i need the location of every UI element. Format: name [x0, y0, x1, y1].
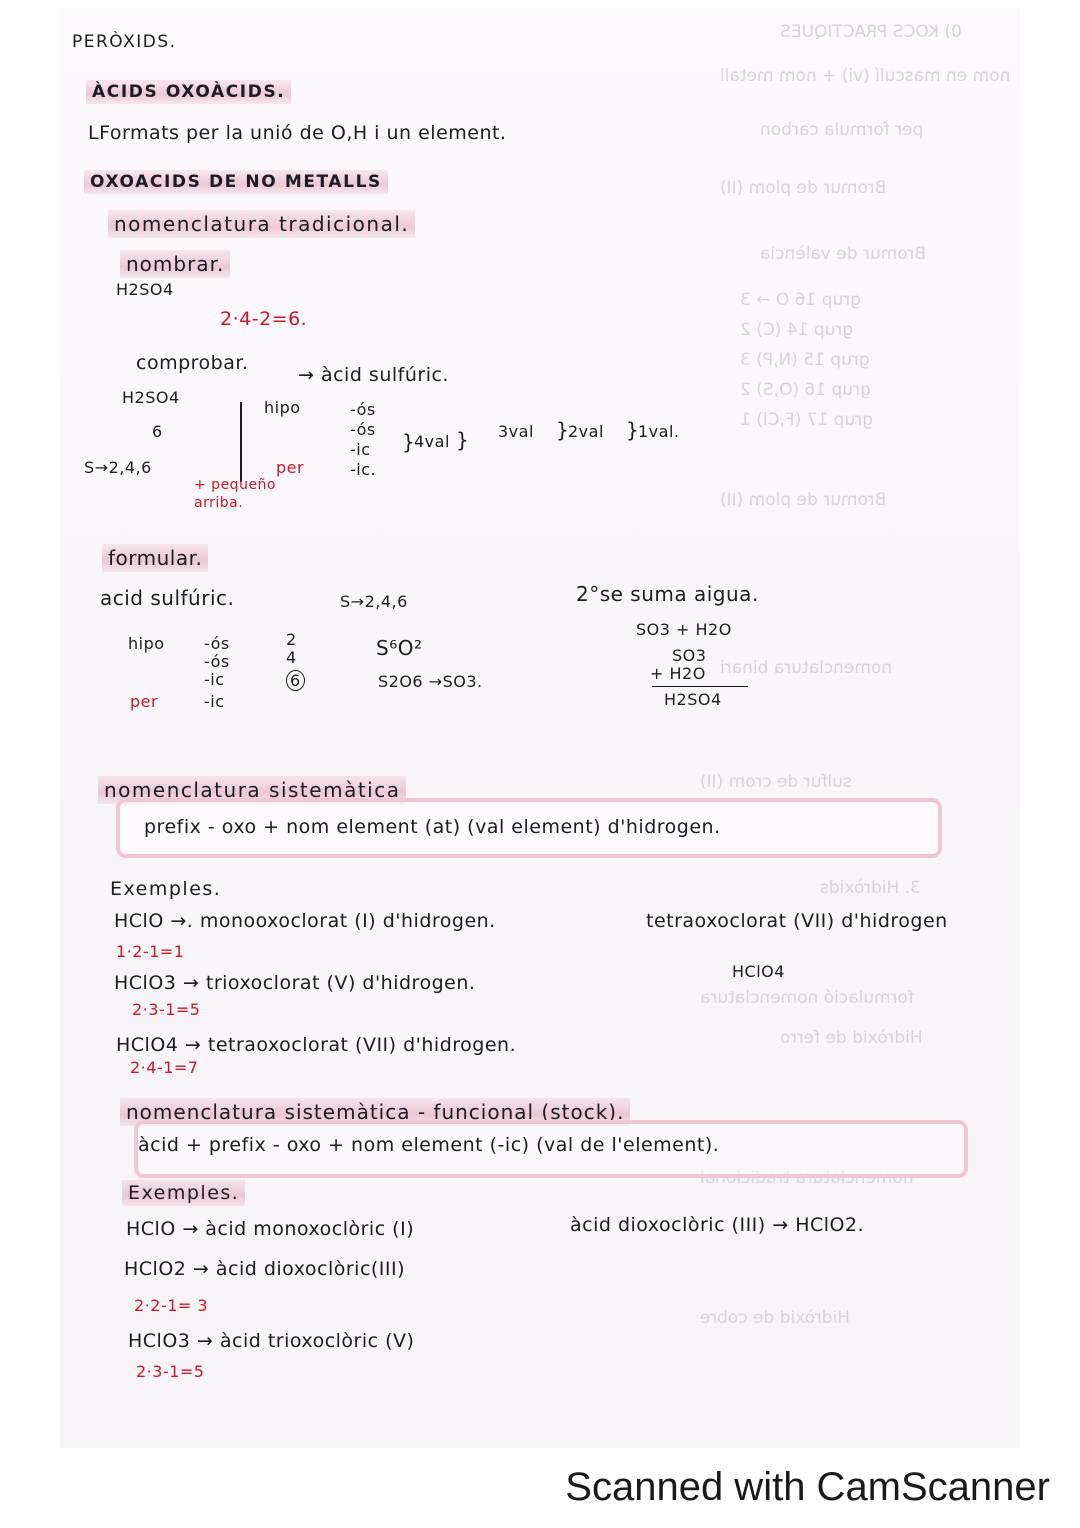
brace-glyph: }	[402, 430, 416, 454]
so3-line: SO3	[672, 646, 707, 665]
brace-glyph: }	[456, 428, 470, 452]
suffix-ic-1: -ic	[350, 440, 371, 459]
h2o-line: + H2O	[650, 664, 706, 683]
label-formular: formular.	[102, 544, 208, 572]
subheading-systematic: nomenclatura sistemàtica	[98, 776, 406, 804]
bleed-through: 3. Hidròxids	[820, 878, 921, 898]
sulfur-oxide-exponent: S⁶O²	[376, 636, 423, 660]
example-3: HClO4 → tetraoxoclorat (VII) d'hidrogen.	[116, 1034, 517, 1056]
example-3-calc: 2·4-1=7	[130, 1058, 199, 1077]
bleed-through: nomenclatura binari	[720, 658, 893, 678]
suffix-ic-2: -ic.	[350, 460, 377, 479]
bleed-through: formulació nomenclatura	[700, 988, 914, 1008]
func-example-2: HClO2 → àcid dioxoclòric(III)	[124, 1258, 406, 1280]
num-6-circled: 6	[286, 670, 305, 691]
rule-systematic: prefix - oxo + nom element (at) (val element) d'hidrogen.	[144, 816, 721, 838]
rule-functional: àcid + prefix - oxo + nom element (-ic) (val de l'element).	[138, 1134, 720, 1156]
bleed-through: Hidròxid de ferro	[780, 1028, 923, 1048]
prefix-hipo-2: hipo	[128, 634, 165, 653]
bleed-through: grup 17 (F,Cl) 1	[740, 410, 874, 430]
bleed-through: nomenclatura tradicional	[700, 1168, 914, 1188]
subheading-functional: nomenclatura sistemàtica - funcional (stock).	[120, 1098, 630, 1126]
bleed-through: grup 16 O → 3	[740, 290, 862, 310]
acid-sulfuric-formular: acid sulfúric.	[100, 586, 235, 610]
h2so4-result: H2SO4	[664, 690, 722, 709]
val-1: 1val.	[638, 422, 680, 441]
example-2: HClO3 → trioxoclorat (V) d'hidrogen.	[114, 972, 476, 994]
bleed-through: grup 16 (O,S) 2	[740, 380, 871, 400]
bleed-through: per formula carbon	[760, 120, 924, 140]
num-4: 4	[286, 648, 297, 667]
func-example-3-calc: 2·3-1=5	[136, 1362, 205, 1381]
note-small-up: + pequeño arriba.	[194, 477, 276, 511]
suffix-list-4: -ic	[204, 692, 225, 711]
calc-oxidation-state: 2·4-2=6.	[220, 308, 308, 330]
prefix-hipo: hipo	[264, 398, 301, 417]
sum-line	[652, 686, 748, 687]
example-1-right: tetraoxoclorat (VII) d'hidrogen	[646, 910, 948, 932]
water-note: 2°se suma aigua.	[576, 582, 759, 606]
bleed-through: Bromur de valència	[760, 244, 926, 264]
notebook-page	[60, 8, 1020, 1448]
suffix-list-1: -ós	[204, 634, 230, 653]
brace-glyph: }	[626, 418, 640, 442]
func-example-3: HClO3 → àcid trioxoclòric (V)	[128, 1330, 415, 1352]
bleed-through: sulfur de crom (II)	[700, 772, 852, 792]
section-heading-acids: ÀCIDS OXOÀCIDS.	[86, 80, 291, 104]
func-example-1: HClO → àcid monoxoclòric (I)	[126, 1218, 415, 1240]
prefix-per: per	[276, 458, 305, 477]
acid-name-sulfuric: → àcid sulfúric.	[298, 364, 449, 386]
label-comprobar: comprobar.	[136, 352, 249, 374]
example-1-right-formula: HClO4	[732, 962, 785, 981]
bleed-through: grup 14 (C) 2	[740, 320, 854, 340]
suffix-list-3: -ic	[204, 670, 225, 689]
num-2: 2	[286, 630, 297, 649]
vertical-line	[240, 402, 242, 482]
subheading-traditional: nomenclatura tradicional.	[108, 210, 415, 238]
sulfur-valences-2: S→2,4,6	[340, 592, 408, 611]
brace-glyph: }	[556, 418, 570, 442]
s2o6-so3: S2O6 →SO3.	[378, 672, 483, 691]
example-1-calc: 1·2-1=1	[116, 942, 185, 961]
examples-label-1: Exemples.	[110, 878, 222, 900]
bleed-through: grup 15 (N,P) 3	[740, 350, 870, 370]
suffix-os-2: -ós	[350, 420, 376, 439]
prefix-per-2: per	[130, 692, 159, 711]
bleed-through: Bromur de plom (II)	[720, 490, 887, 510]
acids-description: LFormats per la unió de O,H i un element.	[88, 122, 507, 144]
formula-h2so4-check: H2SO4	[122, 388, 180, 407]
val-4: 4val	[414, 432, 450, 451]
example-2-calc: 2·3-1=5	[132, 1000, 201, 1019]
bleed-through: 0) KOCS PRACTIQUES	[780, 22, 962, 42]
label-nombrar: nombrar.	[120, 250, 230, 278]
sulfur-valences: S→2,4,6	[84, 458, 152, 477]
page-title: PERÒXIDS.	[72, 32, 177, 52]
suffix-os-1: -ós	[350, 400, 376, 419]
bleed-through: Hidròxid de cobre	[700, 1308, 851, 1328]
bleed-through: nom en masculí (vi) + nom metall	[720, 66, 1011, 86]
camscanner-watermark: Scanned with CamScanner	[565, 1465, 1050, 1509]
formula-h2so4: H2SO4	[116, 280, 174, 299]
val-3: 3val	[498, 422, 534, 441]
example-1: HClO →. monooxoclorat (I) d'hidrogen.	[114, 910, 496, 932]
examples-label-2: Exemples.	[122, 1180, 245, 1206]
valence-six: 6	[152, 422, 163, 441]
bleed-through: Bromur de plom (II)	[720, 178, 887, 198]
func-example-2-calc: 2·2-1= 3	[134, 1296, 209, 1315]
so3-plus-h2o: SO3 + H2O	[636, 620, 732, 639]
val-2: 2val	[568, 422, 604, 441]
suffix-list-2: -ós	[204, 652, 230, 671]
func-example-1-right: àcid dioxoclòric (III) → HClO2.	[570, 1214, 865, 1236]
section-heading-nonmetals: OXOACIDS DE NO METALLS	[84, 170, 388, 194]
